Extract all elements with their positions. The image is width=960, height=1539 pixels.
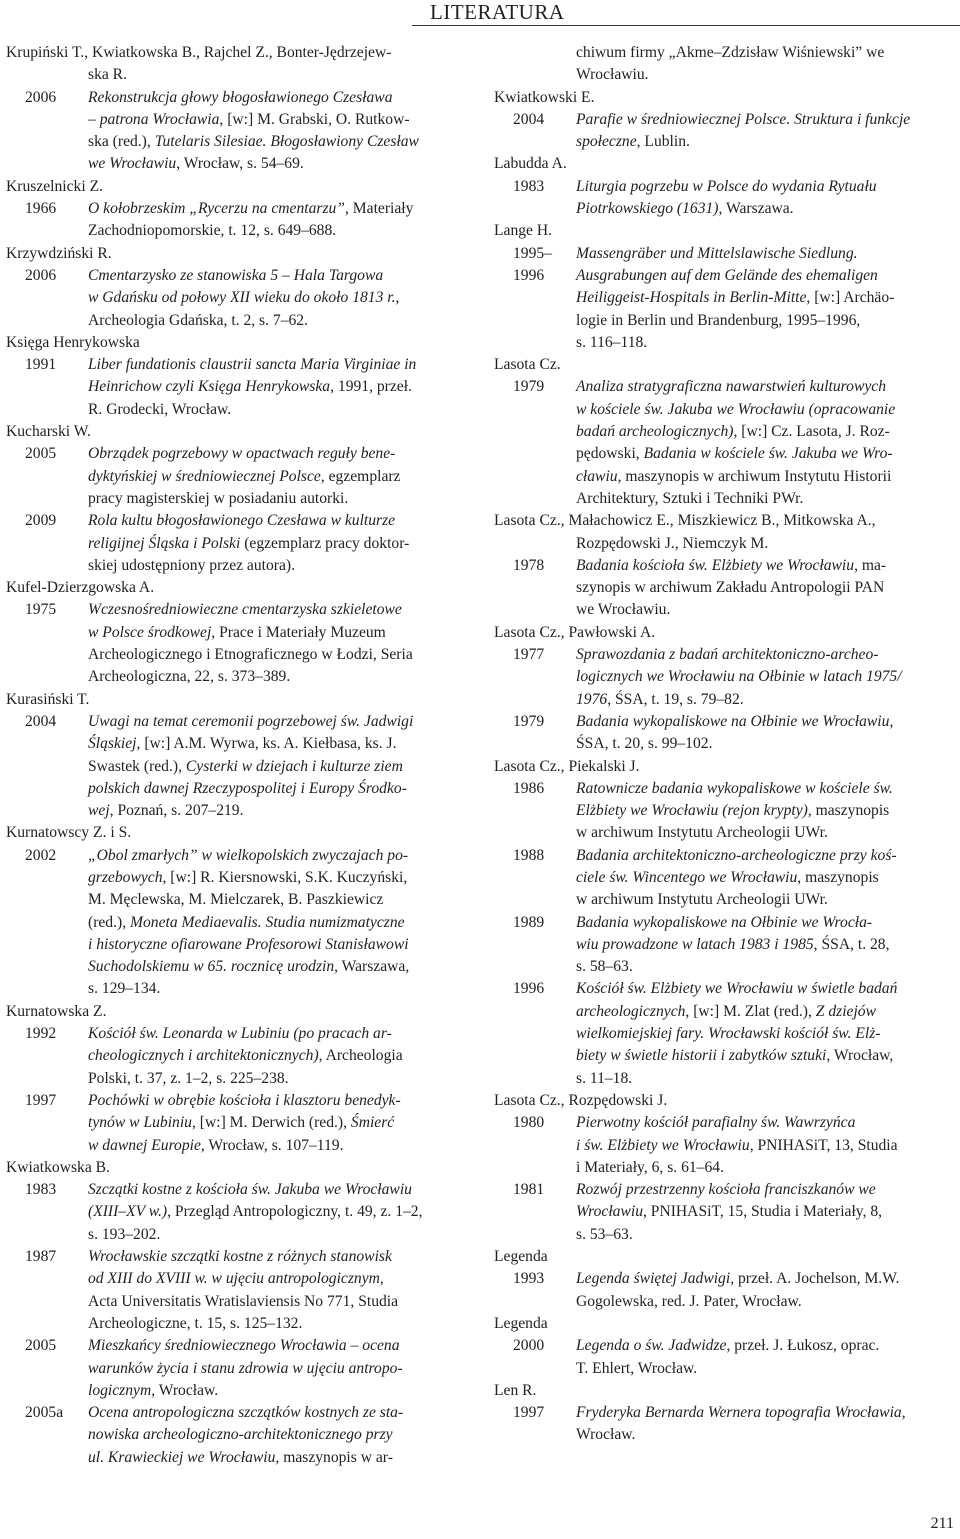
bib-text-line: ŚSA, t. 20, s. 99–102. bbox=[576, 735, 713, 753]
bib-text-line: religijnej Śląska i Polski (egzemplarz pracy doktor- bbox=[88, 534, 410, 552]
bib-author-block bbox=[6, 1157, 464, 1469]
bib-author: Kwiatkowski E. bbox=[494, 88, 595, 106]
bib-author: Kufel-Dzierzgowska A. bbox=[6, 579, 155, 597]
bib-text bbox=[576, 912, 955, 979]
bib-year: 1987 bbox=[25, 1248, 57, 1266]
bib-text-line: Wczesnośredniowieczne cmentarzyska szkieletowe bbox=[88, 601, 402, 619]
bib-text-line: Archeologia Gdańska, t. 2, s. 7–62. bbox=[88, 311, 309, 329]
bib-text-line: i Materiały, 6, s. 61–64. bbox=[576, 1158, 724, 1176]
bib-text bbox=[576, 243, 955, 354]
bib-text-line: Swastek (red.), Cysterki w dziejach i kulturze ziem bbox=[88, 757, 403, 775]
bib-author-block bbox=[6, 332, 464, 421]
bib-text-line: M. Męclewska, M. Mielczarek, B. Paszkiewicz bbox=[88, 891, 384, 909]
bib-text bbox=[88, 599, 464, 688]
bib-text-line: O kołobrzeskim „Rycerzu na cmentarzu”, Materiały bbox=[88, 200, 414, 218]
bib-text-line: Uwagi na temat ceremonii pogrzebowej św. Jadwigi bbox=[88, 712, 414, 730]
bib-text-line: skiej udostępniony przez autora). bbox=[88, 556, 295, 574]
bib-text-line: we Wrocławiu. bbox=[576, 601, 671, 619]
bib-text-line: Gogolewska, red. J. Pater, Wrocław. bbox=[576, 1292, 802, 1310]
bib-text-line: szynopis w archiwum Zakładu Antropologii PAN bbox=[576, 579, 885, 597]
bib-entry bbox=[6, 599, 464, 688]
bib-text-line: Liturgia pogrzebu w Polsce do wydania Rytuału bbox=[576, 177, 877, 195]
bib-text-line: Piotrkowskiego (1631), Warszawa. bbox=[576, 200, 794, 218]
bib-year: 1981 bbox=[513, 1181, 545, 1199]
bib-text-line: Massengräber und Mittelslawische Siedlung. bbox=[576, 244, 858, 262]
bib-author-block bbox=[6, 577, 464, 688]
bib-author: Lasota Cz., Piekalski J. bbox=[494, 757, 640, 775]
bib-text-line: Sprawozdania z badań architektoniczno-archeo- bbox=[576, 646, 879, 664]
bib-text-line: i św. Elżbiety we Wrocławiu, PNIHASiT, 13, Studia bbox=[576, 1136, 898, 1154]
bib-text bbox=[576, 778, 955, 845]
bib-text-line: Ocena antropologiczna szczątków kostnych ze sta- bbox=[88, 1404, 404, 1422]
bib-text bbox=[576, 176, 955, 221]
bib-text-line: archeologicznych, [w:] M. Zlat (red.), Z dziejów bbox=[576, 1002, 876, 1020]
bib-author: Len R. bbox=[494, 1381, 537, 1399]
bib-text bbox=[88, 1402, 464, 1469]
bib-entry bbox=[6, 711, 464, 822]
bib-author-block bbox=[494, 153, 955, 220]
bib-text-line: s. 11–18. bbox=[576, 1069, 633, 1087]
bib-text-line: Acta Universitatis Wratislaviensis No 771, Studia bbox=[88, 1292, 399, 1310]
bib-text-line: 1976, ŚSA, t. 19, s. 79–82. bbox=[576, 690, 744, 708]
bib-entry bbox=[6, 87, 464, 176]
bib-text-line: logie in Berlin und Brandenburg, 1995–1996, bbox=[576, 311, 861, 329]
bib-author-block bbox=[494, 87, 955, 154]
bib-entry bbox=[494, 845, 955, 912]
header-title: LITERATURA bbox=[430, 0, 565, 24]
bib-text bbox=[576, 555, 955, 622]
bib-text-line: Suchodolskiemu w 65. rocznicę urodzin, Warszawa, bbox=[88, 958, 410, 976]
bib-author-block bbox=[494, 756, 955, 1090]
bib-text-line: Badania architektoniczno-archeologiczne przy koś- bbox=[576, 846, 897, 864]
bib-entry bbox=[494, 1402, 955, 1447]
bib-text-line: Pierwotny kościół parafialny św. Wawrzyńca bbox=[576, 1114, 856, 1132]
bib-text-line: Legenda świętej Jadwigi, przeł. A. Jochelson, M.W. bbox=[576, 1270, 900, 1288]
bib-author-block bbox=[6, 42, 464, 176]
bib-year: 1991 bbox=[25, 356, 57, 374]
bib-entry bbox=[494, 644, 955, 711]
bib-text-line: Elżbiety we Wrocławiu (rejon krypty), maszynopis bbox=[576, 802, 890, 820]
bib-author-block bbox=[6, 822, 464, 1000]
bib-text bbox=[88, 443, 464, 510]
bib-year: 1997 bbox=[25, 1091, 57, 1109]
bib-text bbox=[576, 845, 955, 912]
bib-text-line: s. 129–134. bbox=[88, 980, 161, 998]
bib-year: 1983 bbox=[513, 177, 545, 195]
bib-text-line: logicznym, Wrocław. bbox=[88, 1381, 219, 1399]
bib-author: Legenda bbox=[494, 1248, 548, 1266]
bib-entry bbox=[494, 778, 955, 845]
bib-text-line: warunków życia i stanu zdrowia w ujęciu antropo- bbox=[88, 1359, 403, 1377]
bib-text-line: grzebowych, [w:] R. Kiersnowski, S.K. Kuczyński, bbox=[88, 868, 408, 886]
bib-year: 1979 bbox=[513, 378, 545, 396]
bib-text-line: we Wrocławiu, Wrocław, s. 54–69. bbox=[88, 155, 304, 173]
bib-text-line: s. 58–63. bbox=[576, 958, 633, 976]
bib-author: Legenda bbox=[494, 1314, 548, 1332]
bib-text-line: Architektury, Sztuki i Techniki PWr. bbox=[576, 489, 804, 507]
bib-text bbox=[88, 1023, 464, 1090]
bib-year: 1978 bbox=[513, 556, 545, 574]
bib-entry bbox=[494, 376, 955, 510]
bib-text-line: Archeologicznego i Etnograficznego w Łodzi, Seria bbox=[88, 646, 413, 664]
bib-entry bbox=[494, 555, 955, 622]
bib-text-line: logicznych we Wrocławiu na Ołbinie w latach 1975/ bbox=[576, 668, 902, 686]
bib-author-continued: ska R. bbox=[88, 66, 127, 84]
bib-author-block bbox=[6, 689, 464, 823]
bib-year: 1997 bbox=[513, 1404, 545, 1422]
bib-entry bbox=[6, 265, 464, 332]
bib-text-line: w archiwum Instytutu Archeologii UWr. bbox=[576, 824, 828, 842]
bib-year: 1979 bbox=[513, 712, 545, 730]
bib-text-line: Legenda o św. Jadwidze, przeł. J. Łukosz, oprac. bbox=[576, 1337, 880, 1355]
bib-text-line: Kościół św. Leonarda w Lubiniu (po pracach ar- bbox=[88, 1025, 392, 1043]
bib-author-block bbox=[494, 1313, 955, 1380]
bib-author: Kwiatkowska B. bbox=[6, 1158, 110, 1176]
bib-year: 2009 bbox=[25, 512, 57, 530]
running-header bbox=[412, 0, 960, 24]
bib-text bbox=[88, 711, 464, 822]
bib-year: 1975 bbox=[25, 601, 57, 619]
bib-author: Lasota Cz. bbox=[494, 356, 561, 374]
bib-entry bbox=[6, 198, 464, 243]
bib-year: 1977 bbox=[513, 646, 545, 664]
bib-year: 2005 bbox=[25, 445, 57, 463]
bib-year: 1993 bbox=[513, 1270, 545, 1288]
bib-text-line: badań archeologicznych), [w:] Cz. Lasota, J. Roz- bbox=[576, 423, 890, 441]
bib-entry bbox=[494, 912, 955, 979]
bib-author: Lasota Cz., Rozpędowski J. bbox=[494, 1091, 668, 1109]
bib-text-line: „Obol zmarłych” w wielkopolskich zwyczajach po- bbox=[88, 846, 409, 864]
bib-text-line: R. Grodecki, Wrocław. bbox=[88, 400, 232, 418]
bib-author-block bbox=[6, 1001, 464, 1157]
bib-author-block bbox=[494, 1380, 955, 1447]
bib-text-line: (XIII–XV w.), Przegląd Antropologiczny, t. 49, z. 1–2, bbox=[88, 1203, 423, 1221]
bib-author-block bbox=[6, 243, 464, 332]
bib-text bbox=[88, 265, 464, 332]
bib-text-line: dyktyńskiej w średniowiecznej Polsce, egzemplarz bbox=[88, 467, 401, 485]
bib-author-block bbox=[494, 1246, 955, 1313]
bib-text-line: Cmentarzysko ze stanowiska 5 – Hala Targowa bbox=[88, 266, 384, 284]
header-rule bbox=[412, 25, 960, 26]
bib-text-line: Fryderyka Bernarda Wernera topografia Wrocławia, bbox=[576, 1404, 906, 1422]
bib-year: 1983 bbox=[25, 1181, 57, 1199]
bibliography-column-left bbox=[6, 42, 464, 1469]
bib-text bbox=[88, 1246, 464, 1335]
bib-author: Lasota Cz., Pawłowski A. bbox=[494, 623, 656, 641]
bib-author-continued: Rozpędowski J., Niemczyk M. bbox=[576, 534, 769, 552]
bib-continued-line: Wrocławiu. bbox=[576, 66, 649, 84]
bib-year: 2006 bbox=[25, 88, 57, 106]
bib-text-line: polskich dawnej Rzeczypospolitej i Europy Środko- bbox=[88, 779, 407, 797]
bib-text-line: w dawnej Europie, Wrocław, s. 107–119. bbox=[88, 1136, 344, 1154]
bib-author-block bbox=[494, 1090, 955, 1246]
bib-text-line: T. Ehlert, Wrocław. bbox=[576, 1359, 698, 1377]
bib-text-line: społeczne, Lublin. bbox=[576, 133, 690, 151]
bib-entry bbox=[494, 176, 955, 221]
bib-text bbox=[576, 109, 955, 154]
bib-text-line: Obrządek pogrzebowy w opactwach reguły bene- bbox=[88, 445, 396, 463]
bib-year: 1996 bbox=[513, 980, 545, 998]
bib-text-line: (red.), Moneta Mediaevalis. Studia numizmatyczne bbox=[88, 913, 405, 931]
bib-text-line: w kościele św. Jakuba we Wrocławiu (opracowanie bbox=[576, 400, 896, 418]
bib-text-line: w Gdańsku od połowy XII wieku do około 1813 r., bbox=[88, 289, 400, 307]
bib-year: 2004 bbox=[513, 110, 545, 128]
bib-text bbox=[576, 978, 955, 1089]
bib-text bbox=[576, 1112, 955, 1179]
bib-text-line: Rola kultu błogosławionego Czesława w kulturze bbox=[88, 512, 396, 530]
bib-text bbox=[576, 711, 955, 756]
bib-text-line: od XIII do XVIII w. w ujęciu antropologicznym, bbox=[88, 1270, 384, 1288]
bib-text-line: wielkomiejskiej fary. Wrocławski kościół św. Elż- bbox=[576, 1025, 881, 1043]
bib-text bbox=[88, 1090, 464, 1157]
bib-text-line: wiu prowadzone w latach 1983 i 1985, ŚSA, t. 28, bbox=[576, 935, 890, 953]
bib-entry bbox=[6, 1179, 464, 1246]
bib-text-line: Kościół św. Elżbiety we Wrocławiu w świetle badań bbox=[576, 980, 898, 998]
bib-entry bbox=[6, 443, 464, 510]
bib-author: Księga Henrykowska bbox=[6, 333, 140, 351]
bib-author: Krupiński T., Kwiatkowska B., Rajchel Z., Bonter-Jędrzejew- bbox=[6, 44, 392, 61]
bib-entry bbox=[494, 1112, 955, 1179]
bib-entry bbox=[494, 1179, 955, 1246]
bib-entry bbox=[494, 711, 955, 756]
bib-text-line: ska (red.), Tutelaris Silesiae. Błogosławiony Czesław bbox=[88, 133, 419, 151]
bib-text-line: s. 193–202. bbox=[88, 1225, 161, 1243]
bib-text-line: Archeologiczne, t. 15, s. 125–132. bbox=[88, 1314, 303, 1332]
bib-entry bbox=[6, 1246, 464, 1335]
bibliography-column-right bbox=[494, 42, 955, 1447]
bib-entry bbox=[6, 510, 464, 577]
bib-text-line: nowiska archeologiczno-architektonicznego przy bbox=[88, 1426, 393, 1444]
bib-author-block bbox=[494, 354, 955, 510]
bib-text-line: ciele św. Wincentego we Wrocławiu, maszynopis bbox=[576, 868, 879, 886]
bib-text-line: cławiu, maszynopis w archiwum Instytutu Historii bbox=[576, 467, 892, 485]
bib-text-line: pracy magisterskiej w posiadaniu autorki. bbox=[88, 489, 349, 507]
bib-year: 2006 bbox=[25, 266, 57, 284]
bib-entry bbox=[6, 1335, 464, 1402]
bib-author: Kucharski W. bbox=[6, 423, 91, 441]
bib-text-line: Zachodniopomorskie, t. 12, s. 649–688. bbox=[88, 222, 337, 240]
bib-text-line: s. 53–63. bbox=[576, 1225, 633, 1243]
bib-text bbox=[88, 845, 464, 1001]
bib-text bbox=[88, 198, 464, 243]
bib-entry bbox=[6, 1402, 464, 1469]
bib-year: 1995–1996 bbox=[513, 244, 552, 284]
bib-year: 1989 bbox=[513, 913, 545, 931]
bib-entry bbox=[6, 1090, 464, 1157]
bib-text-line: Heiliggeist-Hospitals in Berlin-Mitte, [w:] Archäo- bbox=[576, 289, 895, 307]
bib-entry bbox=[494, 109, 955, 154]
bib-text-line: Rozwój przestrzenny kościoła franciszkanów we bbox=[576, 1181, 876, 1199]
bib-text-line: Polski, t. 37, z. 1–2, s. 225–238. bbox=[88, 1069, 289, 1087]
bib-text-line: cheologicznych i architektonicznych), Archeologia bbox=[88, 1047, 403, 1065]
bib-text-line: – patrona Wrocławia, [w:] M. Grabski, O. Rutkow- bbox=[88, 110, 410, 128]
bib-text bbox=[576, 644, 955, 711]
bib-text-line: Mieszkańcy średniowiecznego Wrocławia – ocena bbox=[88, 1337, 400, 1355]
bib-continued-line: chiwum firmy „Akme–Zdzisław Wiśniewski” we bbox=[576, 44, 885, 61]
page-number: 211 bbox=[930, 1515, 954, 1532]
bib-author: Kruszelnicki Z. bbox=[6, 177, 103, 195]
bib-text bbox=[88, 87, 464, 176]
bib-year: 2005 bbox=[25, 1337, 57, 1355]
bib-author-block bbox=[494, 220, 955, 354]
bib-entry bbox=[6, 845, 464, 1001]
bib-text-line: Rekonstrukcja głowy błogosławionego Czesława bbox=[88, 88, 393, 106]
bib-text bbox=[576, 1179, 955, 1246]
bib-text bbox=[88, 1179, 464, 1246]
bib-author: Kurasiński T. bbox=[6, 690, 90, 708]
bib-text-line: biety w świetle historii i zabytków sztuki, Wrocław, bbox=[576, 1047, 894, 1065]
bib-text-line: Archeologiczna, 22, s. 373–389. bbox=[88, 668, 291, 686]
bib-text-line: Badania kościoła św. Elżbiety we Wrocławiu, ma- bbox=[576, 556, 887, 574]
bib-text-line: Liber fundationis claustrii sancta Maria Virginiae in bbox=[88, 356, 417, 374]
bib-entry bbox=[494, 1268, 955, 1313]
bib-text-line: pędowski, Badania w kościele św. Jakuba we Wro- bbox=[576, 445, 893, 463]
bib-text bbox=[576, 376, 955, 510]
bib-text-line: w archiwum Instytutu Archeologii UWr. bbox=[576, 891, 828, 909]
bib-text-line: Analiza stratygraficzna nawarstwień kulturowych bbox=[576, 378, 886, 396]
bib-author-block bbox=[494, 42, 955, 87]
bib-text-line: Wrocław. bbox=[576, 1426, 636, 1444]
bib-author-block bbox=[494, 510, 955, 621]
bib-text-line: Badania wykopaliskowe na Ołbinie we Wrocławiu, bbox=[576, 712, 894, 730]
bib-year: 1966 bbox=[25, 200, 57, 218]
bib-author: Kurnatowscy Z. i S. bbox=[6, 824, 132, 842]
bib-text-line: ul. Krawieckiej we Wrocławiu, maszynopis w ar- bbox=[88, 1448, 393, 1466]
bib-author: Labudda A. bbox=[494, 155, 567, 173]
bib-author: Kurnatowska Z. bbox=[6, 1002, 107, 1020]
bib-text-line: Szczątki kostne z kościoła św. Jakuba we Wrocławiu bbox=[88, 1181, 412, 1199]
bib-text bbox=[576, 1268, 955, 1313]
bib-author: Krzywdziński R. bbox=[6, 244, 112, 262]
bib-text bbox=[88, 354, 464, 421]
bib-text-line: tynów w Lubiniu, [w:] M. Derwich (red.), Śmierć bbox=[88, 1114, 395, 1132]
bib-text bbox=[576, 1335, 955, 1380]
bib-text-line: s. 116–118. bbox=[576, 333, 648, 351]
bib-text-line: Pochówki w obrębie kościoła i klasztoru benedyk- bbox=[88, 1091, 401, 1109]
bib-text-line: i historyczne ofiarowane Profesorowi Stanisławowi bbox=[88, 935, 409, 953]
bib-entry bbox=[6, 354, 464, 421]
bib-entry bbox=[494, 1335, 955, 1380]
bib-author-block bbox=[6, 176, 464, 243]
bib-author: Lange H. bbox=[494, 222, 553, 240]
bib-text-line: Badania wykopaliskowe na Ołbinie we Wrocła- bbox=[576, 913, 873, 931]
bib-text bbox=[576, 1402, 955, 1447]
bib-year: 1980 bbox=[513, 1114, 545, 1132]
bib-text-line: Śląskiej, [w:] A.M. Wyrwa, ks. A. Kiełbasa, ks. J. bbox=[88, 735, 397, 753]
bib-entry bbox=[6, 1023, 464, 1090]
bib-year: 1986 bbox=[513, 779, 545, 797]
bib-year: 2005a bbox=[25, 1404, 64, 1422]
bib-year: 1988 bbox=[513, 846, 545, 864]
bib-text-line: Parafie w średniowiecznej Polsce. Struktura i funkcje bbox=[576, 110, 911, 128]
bib-text-line: Wrocławskie szczątki kostne z różnych stanowisk bbox=[88, 1248, 392, 1266]
bib-text-line: w Polsce środkowej, Prace i Materiały Muzeum bbox=[88, 623, 386, 641]
bib-year: 2000 bbox=[513, 1337, 545, 1355]
bib-text-line: Wrocławiu, PNIHASiT, 15, Studia i Materiały, 8, bbox=[576, 1203, 883, 1221]
bib-text-line: wej, Poznań, s. 207–219. bbox=[88, 802, 244, 820]
bib-entry bbox=[494, 978, 955, 1089]
bib-entry bbox=[494, 243, 955, 354]
bib-year: 2002 bbox=[25, 846, 57, 864]
bib-author-block bbox=[494, 622, 955, 756]
bib-text bbox=[88, 510, 464, 577]
bib-text-line: Ausgrabungen auf dem Gelände des ehemaligen bbox=[576, 266, 878, 284]
bib-author-block bbox=[6, 421, 464, 577]
bib-year: 2004 bbox=[25, 712, 57, 730]
bib-text bbox=[88, 1335, 464, 1402]
bib-text-line: Heinrichow czyli Księga Henrykowska, 1991, przeł. bbox=[88, 378, 412, 396]
bib-year: 1992 bbox=[25, 1025, 57, 1043]
bib-text-line: Ratownicze badania wykopaliskowe w kościele św. bbox=[576, 779, 893, 797]
bib-author: Lasota Cz., Małachowicz E., Miszkiewicz B., Mitkowska A., bbox=[494, 512, 876, 530]
